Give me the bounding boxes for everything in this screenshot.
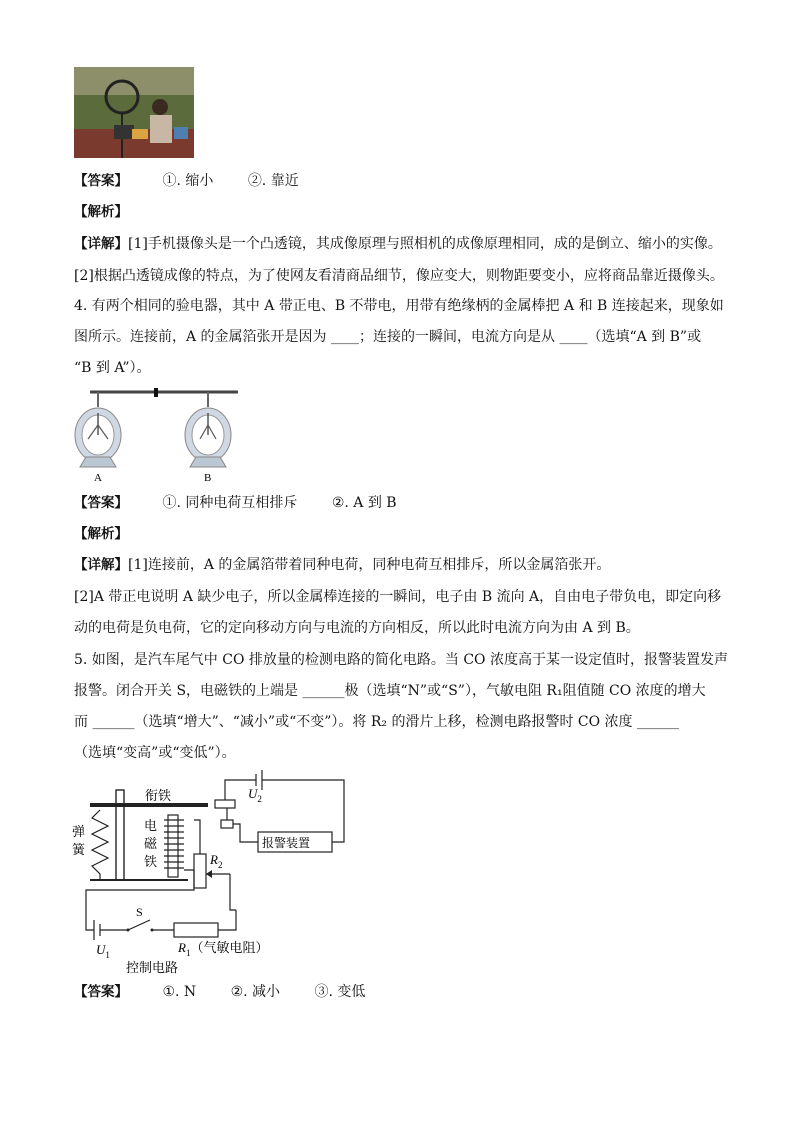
livestream-photo — [74, 67, 194, 158]
answer-item: ②. 靠近 — [247, 173, 299, 189]
detail-tag: 【详解】 — [74, 236, 128, 252]
label-magnet-1: 电 — [144, 818, 158, 833]
q3-answer-line — [74, 171, 299, 191]
answer-item: ②. A 到 B — [331, 495, 397, 511]
label-r1: $R_1$（气敏电阻） — [178, 940, 269, 958]
r2-rheostat — [194, 854, 206, 888]
label-magnet-3: 铁 — [144, 854, 158, 869]
r1-resistor — [174, 923, 218, 937]
q4-stem-line-1: 4. 有两个相同的验电器，其中 A 带正电、B 不带电，用带有绝缘柄的金属棒把 A 和 B 连接起来，现象如 — [74, 298, 724, 314]
analysis-tag: 【解析】 — [74, 526, 128, 542]
label-a: A — [94, 472, 102, 484]
q5-stem-line-1: 5. 如图，是汽车尾气中 CO 排放量的检测电路的简化电路。当 CO 浓度高于某一设定值时，报警装置发声 — [74, 652, 728, 668]
q4-stem-line-3: “B 到 A”）。 — [74, 360, 151, 376]
q4-detail-line — [74, 555, 610, 575]
answer-item: ①. 缩小 — [162, 173, 214, 189]
label-u1: $U_1$ — [96, 942, 110, 960]
answer-item: ③. 变低 — [314, 984, 366, 1000]
switch-s — [128, 920, 150, 930]
label-control-circuit: 控制电路 — [126, 960, 179, 975]
label-u2: $U_2$ — [248, 786, 262, 804]
answer-tag: 【答案】 — [74, 173, 128, 189]
q4-answer-line — [74, 493, 397, 513]
label-r2: $R_2$ — [210, 852, 223, 870]
q4-detail-line-3: 动的电荷是负电荷，它的定向移动方向与电流的方向相反，所以此时电流方向为由 A 到 B。 — [74, 620, 640, 636]
analysis-tag: 【解析】 — [74, 204, 128, 220]
electroscope-b — [185, 392, 231, 467]
q3-analysis-line — [74, 202, 128, 222]
electroscope-a — [75, 392, 121, 467]
answer-tag: 【答案】 — [74, 495, 128, 511]
detail-text: [1]手机摄像头是一个凸透镜，其成像原理与照相机的成像原理相同，成的是倒立、缩小的实像。 — [128, 236, 722, 252]
label-spring-1: 弹 — [72, 824, 86, 839]
q5-stem-line-2: 报警。闭合开关 S，电磁铁的上端是 ______极（选填“N”或“S”），气敏电阻 R₁阻值随 CO 浓度的增大 — [74, 683, 706, 699]
label-switch: S — [136, 905, 143, 919]
q5-answer-line — [74, 982, 365, 1002]
q5-stem-line-3: 而 ______（选填“增大”、“减小”或“不变”）。将 R₂ 的滑片上移，检测电路报警时 CO 浓度 ______ — [74, 714, 679, 730]
q4-stem-line-2: 图所示。连接前，A 的金属箔张开是因为 ____；连接的一瞬间，电流方向是从 ____（选填“A 到 B”或 — [74, 329, 702, 345]
q3-detail-line — [74, 234, 722, 254]
q4-detail-line-2: [2]A 带正电说明 A 缺少电子，所以金属棒连接的一瞬间，电子由 B 流向 A，自由电子带负电，即定向移 — [74, 589, 722, 605]
spring-icon — [92, 810, 108, 880]
q5-stem-line-4: （选填“变高”或“变低”）。 — [74, 745, 236, 761]
label-spring-2: 簧 — [72, 842, 86, 857]
detail-tag: 【详解】 — [74, 557, 128, 573]
label-magnet-2: 磁 — [144, 836, 158, 851]
label-armature: 衔铁 — [145, 788, 172, 803]
answer-item: ①. 同种电荷互相排斥 — [162, 495, 298, 511]
answer-tag: 【答案】 — [74, 984, 128, 1000]
detail-text: [1]连接前，A 的金属箔带着同种电荷，同种电荷互相排斥，所以金属箔张开。 — [128, 557, 611, 573]
label-alarm: 报警装置 — [262, 836, 311, 850]
label-b: B — [204, 472, 212, 484]
answer-item: ①. N — [162, 984, 197, 1000]
alarm-circuit-figure — [70, 770, 360, 980]
answer-item: ②. 减小 — [230, 984, 281, 1000]
q3-detail-line-2: [2]根据凸透镜成像的特点，为了使网友看清商品细节，像应变大，则物距要变小，应将商品靠近摄像头。 — [74, 268, 724, 284]
electroscope-figure — [70, 385, 245, 485]
q4-analysis-line — [74, 524, 128, 544]
